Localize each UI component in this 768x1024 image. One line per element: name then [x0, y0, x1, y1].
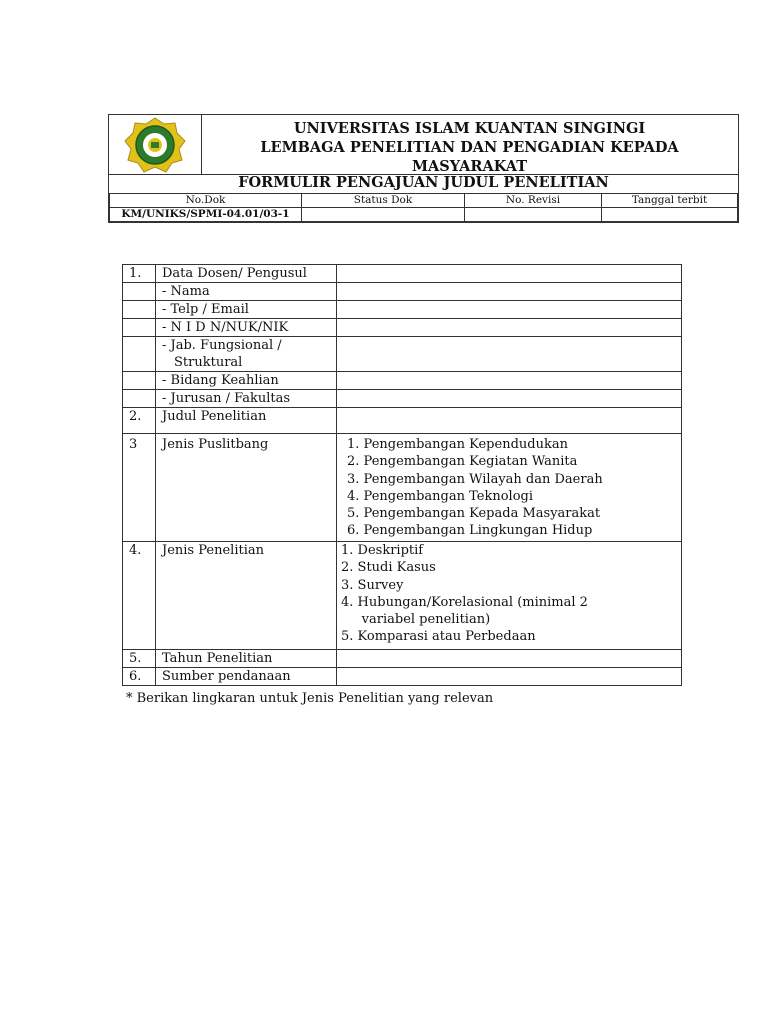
row-number: 5.	[123, 650, 156, 668]
doc-label-no: No.Dok	[110, 194, 302, 208]
list-item[interactable]: 1. Deskriptif	[341, 543, 424, 558]
list-item[interactable]: 3. Pengembangan Wilayah dan Daerah	[347, 471, 603, 487]
doc-value-date	[602, 208, 738, 222]
list-item[interactable]: 3. Survey	[341, 577, 404, 593]
table-row	[123, 283, 682, 301]
document-info-table	[109, 193, 738, 222]
answer-field[interactable]	[337, 390, 682, 408]
doc-value-no: KM/UNIKS/SPMI-04.01/03-1	[110, 208, 302, 222]
list-item[interactable]: 4. Hubungan/Korelasional (minimal 2	[341, 594, 588, 610]
table-row	[123, 301, 682, 319]
row-label: - Jab. Fungsional /	[162, 338, 282, 353]
row-number	[123, 319, 156, 337]
document-header	[108, 114, 739, 223]
footnote: * Berikan lingkaran untuk Jenis Penelitian yang relevan	[126, 691, 494, 706]
table-row	[123, 542, 682, 650]
table-row	[123, 390, 682, 408]
answer-field[interactable]	[337, 372, 682, 390]
list-item[interactable]: 2. Pengembangan Kegiatan Wanita	[347, 454, 578, 470]
answer-field[interactable]	[337, 337, 682, 372]
table-row	[123, 337, 682, 372]
row-number: 3	[123, 434, 156, 542]
doc-value-status	[302, 208, 465, 222]
table-row	[123, 668, 682, 686]
penelitian-list	[341, 542, 675, 646]
penelitian-options	[337, 542, 682, 650]
puslitbang-options	[337, 434, 682, 542]
list-item[interactable]: 2. Studi Kasus	[341, 560, 436, 576]
list-item[interactable]: 5. Komparasi atau Perbedaan	[341, 629, 536, 645]
list-item[interactable]: 5. Pengembangan Kepada Masyarakat	[347, 506, 601, 522]
list-item[interactable]: 4. Pengembangan Teknologi	[347, 488, 534, 504]
title-cell	[201, 115, 738, 174]
institute-name: LEMBAGA PENELITIAN DAN PENGADIAN KEPADA MASYARAKAT	[260, 139, 679, 175]
row-number	[123, 301, 156, 319]
university-name: UNIVERSITAS ISLAM KUANTAN SINGINGI	[293, 120, 646, 137]
row-label: - Jurusan / Fakultas	[156, 390, 337, 408]
row-label: - Telp / Email	[156, 301, 337, 319]
row-label: Sumber pendanaan	[156, 668, 337, 686]
list-item[interactable]: 1. Pengembangan Kependudukan	[347, 437, 568, 452]
answer-field[interactable]	[337, 650, 682, 668]
row-number: 4.	[123, 542, 156, 650]
answer-field[interactable]	[337, 283, 682, 301]
answer-field[interactable]	[337, 301, 682, 319]
row-label: Jenis Penelitian	[156, 542, 337, 650]
table-row	[123, 650, 682, 668]
table-row	[123, 434, 682, 542]
table-row	[123, 372, 682, 390]
list-item[interactable]: 6. Pengembangan Lingkungan Hidup	[347, 523, 593, 539]
row-number: 6.	[123, 668, 156, 686]
row-label-multiline	[156, 337, 337, 372]
row-number	[123, 283, 156, 301]
puslitbang-list	[347, 436, 675, 540]
row-number: 1.	[123, 265, 156, 283]
row-label-continued: Struktural	[174, 355, 243, 370]
row-label: Jenis Puslitbang	[156, 434, 337, 542]
row-label: Tahun Penelitian	[156, 650, 337, 668]
row-number	[123, 337, 156, 372]
doc-value-revision	[465, 208, 602, 222]
answer-field[interactable]	[337, 265, 682, 283]
row-label: - Nama	[156, 283, 337, 301]
row-number	[123, 372, 156, 390]
doc-label-date: Tanggal terbit	[602, 194, 738, 208]
form-title: FORMULIR PENGAJUAN JUDUL PENELITIAN	[238, 174, 609, 191]
logo-cell	[109, 115, 202, 174]
doc-label-revision: No. Revisi	[465, 194, 602, 208]
row-number: 2.	[123, 408, 156, 434]
answer-field[interactable]	[337, 319, 682, 337]
list-item[interactable]: variabel penelitian)	[341, 612, 491, 628]
row-label: - Bidang Keahlian	[156, 372, 337, 390]
submission-form-table	[122, 264, 682, 686]
table-row	[123, 265, 682, 283]
answer-field[interactable]	[337, 408, 682, 434]
row-label: Data Dosen/ Pengusul	[156, 265, 337, 283]
table-row	[123, 408, 682, 434]
university-logo-icon	[122, 117, 188, 173]
doc-label-status: Status Dok	[302, 194, 465, 208]
row-label: - N I D N/NUK/NIK	[156, 319, 337, 337]
row-label: Judul Penelitian	[156, 408, 337, 434]
table-row	[123, 319, 682, 337]
row-number	[123, 390, 156, 408]
answer-field[interactable]	[337, 668, 682, 686]
